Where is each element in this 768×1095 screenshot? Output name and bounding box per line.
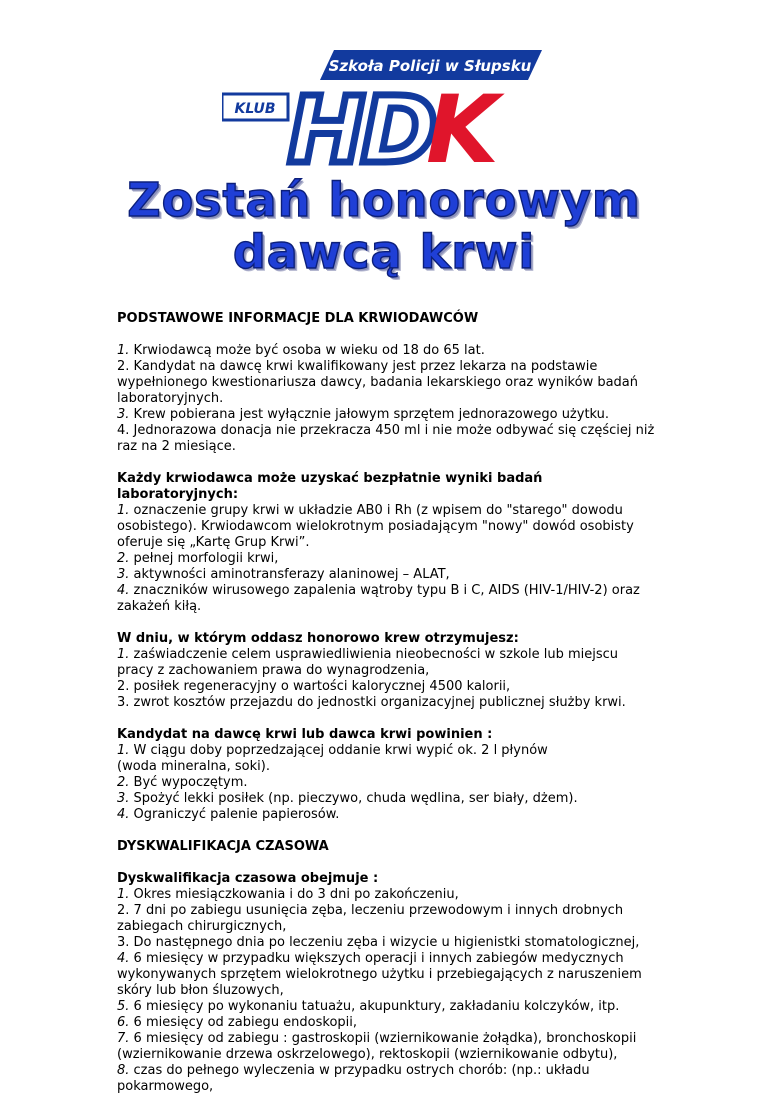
- list-item: 6. 6 miesięcy od zabiegu endoskopii,: [117, 1015, 358, 1030]
- headline-line-1: Zostań honorowym: [127, 173, 641, 227]
- list-item: 7. 6 miesięcy od zabiegu : gastroskopii (wziernikowanie żołądka), bronchoskopii (wziernikowanie drzewa oskrzelowego), rektoskopii (wziernikowanie odbytu),: [117, 1031, 637, 1062]
- list-item: 2. Być wypoczętym.: [117, 775, 248, 790]
- donor-should-list: [117, 743, 657, 823]
- klub-badge: [222, 94, 288, 120]
- svg-text:HD: HD: [288, 77, 434, 172]
- section-heading: DYSKWALIFIKACJA CZASOWA: [117, 839, 329, 854]
- list-item: 4. znaczników wirusowego zapalenia wątroby typu B i C, AIDS (HIV-1/HIV-2) oraz zakażeń kiłą.: [117, 583, 640, 614]
- list-item: 3. aktywności aminotransferazy alaninowej – ALAT,: [117, 567, 450, 582]
- list-item: 4. Ograniczyć palenie papierosów.: [117, 807, 340, 822]
- list-item: 1. W ciągu doby poprzedzającej oddanie krwi wypić ok. 2 l płynów (woda mineralna, soki).: [117, 743, 548, 774]
- list-item: 1. Krwiodawcą może być osoba w wieku od 18 do 65 lat.: [117, 343, 485, 358]
- list-item: 4. 6 miesięcy w przypadku większych operacji i innych zabiegów medycznych wykonywanych sprzętem wielokrotnego użytku i przebiegających z naruszeniem skóry lub błon śluzowych,: [117, 951, 642, 998]
- list-item: 4. Jednorazowa donacja nie przekracza 450 ml i nie może odbywać się częściej niż raz na 2 miesiące.: [117, 423, 655, 454]
- section-heading: Dyskwalifikacja czasowa obejmuje :: [117, 871, 379, 886]
- section-heading: W dniu, w którym oddasz honorowo krew otrzymujesz:: [117, 631, 519, 646]
- list-item: 3. zwrot kosztów przejazdu do jednostki organizacyjnej publicznej służby krwi.: [117, 695, 626, 710]
- hd-letters: [288, 77, 434, 172]
- hdk-club-logo: [222, 44, 542, 172]
- section-heading: PODSTAWOWE INFORMACJE DLA KRWIODAWCÓW: [117, 311, 479, 326]
- klub-text: KLUB: [234, 101, 276, 117]
- list-item: 3. Spożyć lekki posiłek (np. pieczywo, chuda wędlina, ser biały, dżem).: [117, 791, 578, 806]
- list-item: 5. 6 miesięcy po wykonaniu tatuażu, akupunktury, zakładaniu kolczyków, itp.: [117, 999, 620, 1014]
- list-item: 3. Krew pobierana jest wyłącznie jałowym sprzętem jednorazowego użytku.: [117, 407, 610, 422]
- list-item: 1. oznaczenie grupy krwi w układzie AB0 i Rh (z wpisem do "starego" dowodu osobistego). Krwiodawcom wielokrotnym posiadającym "nowy" dowód osobisty oferuje się „Kartę Grup Krwi”.: [117, 503, 634, 550]
- basic-info-list: [117, 343, 657, 455]
- document-body: [117, 311, 657, 1095]
- k-letter: K: [426, 76, 499, 172]
- headline-line-2: dawcą krwi: [232, 225, 536, 279]
- donation-day-list: [117, 647, 657, 711]
- list-item: 1. zaświadczenie celem usprawiedliwienia nieobecności w szkole lub miejscu pracy z zachowaniem prawa do wynagrodzenia,: [117, 647, 619, 678]
- list-item: 2. Kandydat na dawcę krwi kwalifikowany jest przez lekarza na podstawie wypełnionego kwestionariusza dawcy, badania lekarskiego oraz wyników badań laboratoryjnych.: [117, 359, 639, 406]
- list-item: 2. posiłek regeneracyjny o wartości kalorycznej 4500 kalorii,: [117, 679, 511, 694]
- section-heading: Każdy krwiodawca może uzyskać bezpłatnie wyniki badań laboratoryjnych:: [117, 471, 543, 502]
- lab-results-list: [117, 503, 657, 615]
- list-item: 2. 7 dni po zabiegu usunięcia zęba, leczeniu przewodowym i innych drobnych zabiegach chirurgicznych,: [117, 903, 624, 934]
- section-heading: Kandydat na dawcę krwi lub dawca krwi powinien :: [117, 727, 493, 742]
- list-item: 8. czas do pełnego wyleczenia w przypadku ostrych chorób: (np.: układu pokarmowego,: [117, 1063, 590, 1094]
- temporary-disqualification-list: [117, 887, 657, 1095]
- list-item: 3. Do następnego dnia po leczeniu zęba i wizycie u higienistki stomatologicznej,: [117, 935, 640, 950]
- list-item: 1. Okres miesiączkowania i do 3 dni po zakończeniu,: [117, 887, 459, 902]
- list-item: 2. pełnej morfologii krwi,: [117, 551, 279, 566]
- school-name-text: Szkoła Policji w Słupsku: [328, 57, 532, 75]
